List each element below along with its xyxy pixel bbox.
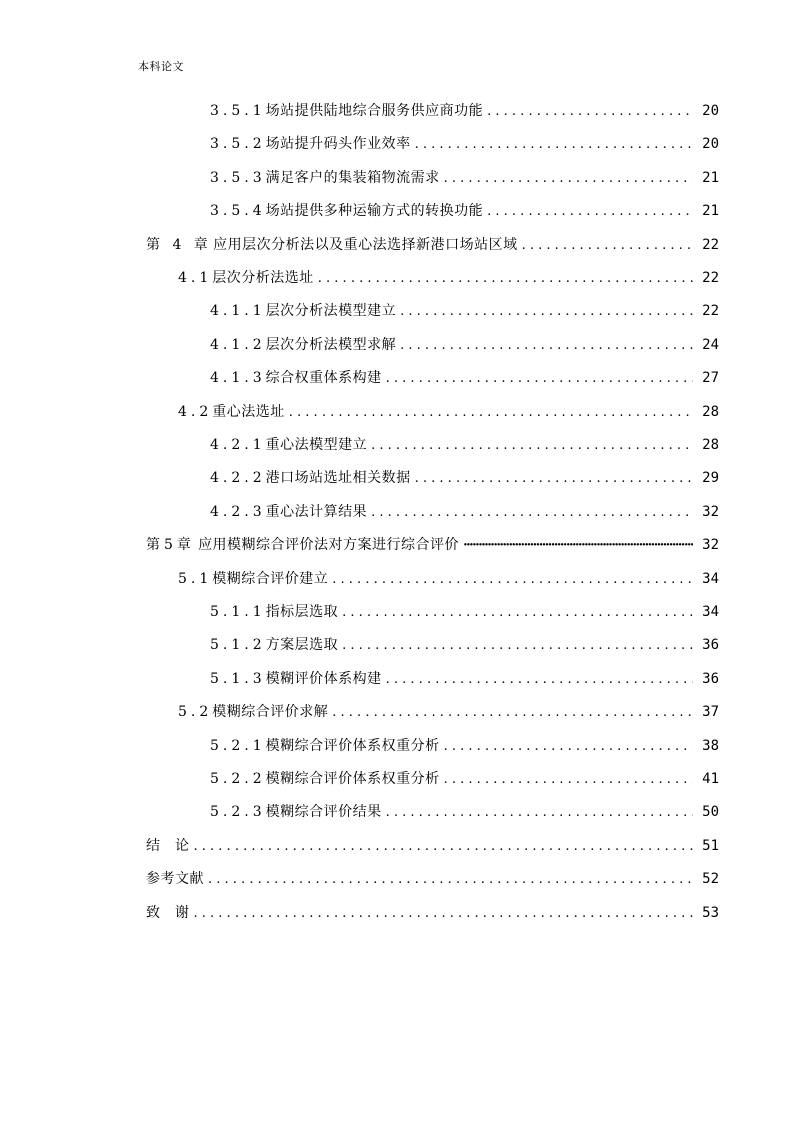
- toc-entry-title: 结 论: [146, 837, 190, 854]
- toc-entry-page: 22: [702, 270, 719, 286]
- toc-entry-title: 模糊综合评价求解: [212, 704, 329, 721]
- toc-entry-page: 51: [702, 837, 719, 854]
- toc-entry-number: 5.1: [178, 570, 213, 587]
- toc-entry-number: 4.1.2: [210, 336, 266, 353]
- toc-entry-title: 场站提供多种运输方式的转换功能: [265, 203, 484, 220]
- dot-leader: [487, 195, 693, 228]
- toc-entry-title: 场站提升码头作业效率: [265, 136, 411, 153]
- toc-entry-title: 场站提供陆地综合服务供应商功能: [265, 103, 484, 119]
- toc-entry-page: 41: [702, 771, 719, 787]
- toc-entry-title: 方案层选取: [265, 637, 339, 654]
- toc-entry[interactable]: [210, 462, 719, 495]
- dot-leader: [194, 830, 694, 863]
- toc-entry[interactable]: [178, 563, 719, 596]
- toc-entry[interactable]: [178, 262, 719, 295]
- toc-entry[interactable]: [146, 897, 719, 930]
- dot-leader: [444, 763, 693, 796]
- toc-entry-page: 24: [702, 336, 719, 353]
- dot-leader: [332, 563, 693, 596]
- toc-entry-title: 应用模糊综合评价法对方案进行综合评价: [198, 537, 460, 554]
- toc-entry[interactable]: [210, 162, 719, 195]
- dot-leader: [400, 329, 693, 362]
- dot-leader: [342, 629, 693, 662]
- toc-entry-number: 4.1.3: [210, 370, 266, 387]
- toc-entry-number: 5.2: [178, 704, 213, 721]
- toc-entry-page: 34: [702, 604, 719, 620]
- toc-entry-number: 5.1.1: [210, 604, 266, 620]
- dot-leader: [342, 596, 693, 629]
- toc-entry[interactable]: [178, 396, 719, 429]
- toc-entry[interactable]: [210, 128, 719, 161]
- toc-entry[interactable]: [210, 496, 719, 529]
- toc-entry-number: 5.2.1: [210, 737, 266, 754]
- toc-entry-title: 层次分析法选址: [212, 270, 314, 286]
- dot-leader: [415, 128, 693, 161]
- page-header: 本科论文: [138, 60, 184, 73]
- toc-entry-page: 21: [702, 169, 719, 186]
- toc-entry-number: 3.5.1: [210, 103, 266, 119]
- dot-leader: [318, 262, 693, 295]
- dot-leader: [332, 696, 693, 729]
- toc-entry-page: 36: [702, 670, 719, 687]
- toc-entry-title: 重心法模型建立: [265, 437, 368, 453]
- toc-entry[interactable]: [146, 229, 719, 262]
- toc-entry-title: 港口场站选址相关数据: [265, 470, 411, 487]
- toc-entry[interactable]: [210, 362, 719, 395]
- toc-entry-title: 综合权重体系构建: [265, 370, 382, 387]
- toc-entry-page: 52: [702, 871, 719, 888]
- toc-entry-title: 模糊综合评价体系权重分析: [265, 737, 440, 754]
- toc-entry-page: 28: [702, 437, 719, 453]
- toc-entry-page: 36: [702, 637, 719, 654]
- dot-leader: [400, 295, 693, 328]
- toc-entry-title: 指标层选取: [265, 604, 339, 620]
- toc-entry[interactable]: [210, 195, 719, 228]
- toc-entry-page: 38: [702, 737, 719, 754]
- toc-entry[interactable]: [146, 529, 719, 562]
- dot-leader: [208, 863, 693, 896]
- toc-entry-page: 22: [702, 303, 719, 320]
- toc-entry[interactable]: [210, 663, 719, 696]
- toc-entry-title: 满足客户的集装箱物流需求: [265, 169, 440, 186]
- toc-entry-number: 4.2: [178, 403, 213, 420]
- toc-entry-title: 模糊综合评价结果: [265, 804, 382, 821]
- toc-entry-page: 34: [702, 570, 719, 587]
- dot-leader: [444, 730, 693, 763]
- toc-entry-title: 重心法选址: [212, 403, 285, 420]
- dot-leader: [522, 229, 693, 262]
- toc-entry-number: 3.5.2: [210, 136, 266, 153]
- toc-entry[interactable]: [146, 863, 719, 896]
- toc-entry-title: 参考文献: [146, 871, 204, 888]
- toc-entry[interactable]: [210, 730, 719, 763]
- toc-entry-number: 4.2.2: [210, 470, 266, 487]
- toc-entry[interactable]: [210, 429, 719, 462]
- toc-entry[interactable]: [210, 95, 719, 128]
- dot-leader: [386, 663, 693, 696]
- toc-entry[interactable]: [210, 796, 719, 829]
- toc-entry[interactable]: [210, 295, 719, 328]
- toc-entry-page: 28: [702, 403, 719, 420]
- toc-entry[interactable]: [210, 763, 719, 796]
- toc-entry-number: 5.1.2: [210, 637, 266, 654]
- toc-entry-page: 20: [702, 103, 719, 119]
- toc-entry-title: 层次分析法模型求解: [265, 336, 397, 353]
- toc-entry-title: 层次分析法模型建立: [265, 303, 397, 320]
- toc-entry[interactable]: [146, 830, 719, 863]
- toc-entry-number: 4.2.3: [210, 503, 266, 520]
- dot-leader: [444, 162, 693, 195]
- toc-entry-page: 22: [702, 236, 719, 253]
- dot-leader: [463, 529, 693, 562]
- toc-entry-title: 模糊综合评价建立: [212, 570, 329, 587]
- toc-entry-page: 53: [702, 904, 719, 921]
- toc-entry-page: 21: [702, 203, 719, 220]
- toc-entry-number: 3.5.3: [210, 169, 266, 186]
- dot-leader: [415, 462, 693, 495]
- dot-leader: [386, 362, 693, 395]
- toc-entry-title: 应用层次分析法以及重心法选择新港口场站区域: [213, 236, 518, 253]
- dot-leader: [194, 897, 694, 930]
- dot-leader: [487, 95, 693, 128]
- dot-leader: [371, 429, 693, 462]
- toc-entry-title: 模糊综合评价体系权重分析: [265, 771, 440, 787]
- toc-entry-number: 4.2.1: [210, 437, 266, 453]
- dot-leader: [289, 396, 693, 429]
- toc-entry-number: 3.5.4: [210, 203, 266, 220]
- toc-entry-page: 32: [702, 537, 719, 554]
- toc-entry-page: 27: [702, 370, 719, 387]
- toc-entry-number: 4.1.1: [210, 303, 266, 320]
- toc-entry-title: 重心法计算结果: [265, 503, 368, 520]
- toc-entry-number: 第 4 章: [146, 236, 212, 253]
- toc-entry-page: 20: [702, 136, 719, 153]
- toc-entry[interactable]: [178, 696, 719, 729]
- toc-entry-number: 5.2.2: [210, 771, 266, 787]
- toc-entry-number: 第5章: [146, 537, 195, 554]
- toc-entry-page: 50: [702, 804, 719, 821]
- dot-leader: [371, 496, 693, 529]
- toc-entry-title: 致 谢: [146, 904, 190, 921]
- toc-entry-number: 5.1.3: [210, 670, 266, 687]
- toc-entry-title: 模糊评价体系构建: [265, 670, 382, 687]
- toc-entry-page: 32: [702, 503, 719, 520]
- toc-entry-number: 5.2.3: [210, 804, 266, 821]
- toc-entry-page: 37: [702, 704, 719, 721]
- toc-entry[interactable]: [210, 629, 719, 662]
- toc-entry-number: 4.1: [178, 270, 213, 286]
- dot-leader: [386, 796, 693, 829]
- toc-entry-page: 29: [702, 470, 719, 487]
- toc-entry[interactable]: [210, 596, 719, 629]
- toc-entry[interactable]: [210, 329, 719, 362]
